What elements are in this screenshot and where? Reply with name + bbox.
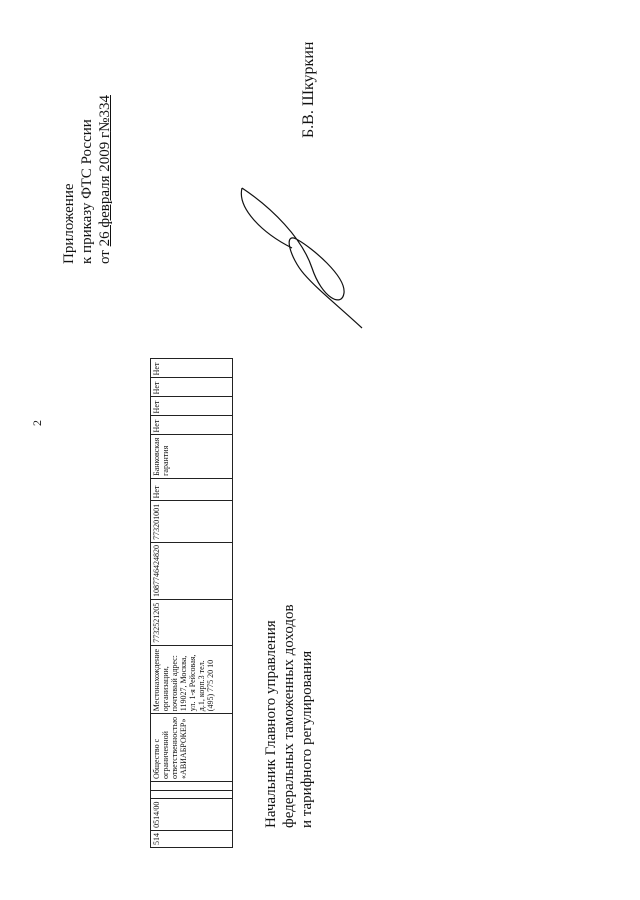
appendix-header bbox=[60, 95, 114, 264]
appendix-title: Приложение bbox=[61, 183, 77, 264]
cell-kpp: 773201001 bbox=[151, 501, 233, 542]
signatory-position bbox=[262, 604, 316, 828]
cell-no-5: Нет bbox=[151, 359, 233, 378]
order-reference: к приказу ФТС России bbox=[79, 119, 95, 264]
cell-number: 514 bbox=[151, 830, 233, 847]
cell-no-1: Нет bbox=[151, 478, 233, 501]
cell-organization: Общество с ограниченной ответственностью «АВИАБРОКЕР» bbox=[151, 714, 233, 782]
order-date-prefix: от bbox=[97, 246, 113, 264]
cell-no-4: Нет bbox=[151, 378, 233, 397]
register-table bbox=[150, 358, 233, 848]
register-table-wrapper bbox=[150, 358, 233, 848]
page-number: 2 bbox=[30, 420, 44, 426]
signatory-name: Б.В. Шкуркин bbox=[300, 41, 317, 138]
order-date: 26 февраля 2009 г bbox=[97, 131, 113, 247]
cell-empty-1 bbox=[151, 791, 233, 799]
cell-code: 0514/00 bbox=[151, 799, 233, 831]
order-number: №334 bbox=[97, 95, 113, 132]
cell-no-3: Нет bbox=[151, 397, 233, 416]
table-row bbox=[151, 359, 233, 848]
position-line-1: Начальник Главного управления bbox=[263, 620, 279, 828]
cell-empty-2 bbox=[151, 781, 233, 790]
order-date-line bbox=[96, 95, 114, 264]
cell-guarantee: Банковская гарантия bbox=[151, 435, 233, 478]
handwritten-signature bbox=[232, 178, 372, 338]
position-line-3: и тарифного регулирования bbox=[299, 650, 315, 828]
position-line-2: федеральных таможенных доходов bbox=[281, 604, 297, 828]
cell-no-2: Нет bbox=[151, 416, 233, 435]
cell-inn: 7732521205 bbox=[151, 599, 233, 645]
cell-address: Местонахождение организации, почтовый адрес: 119027, Москва, ул. 1-я Рейсовая, д.1, корп.3 тел. (495) 775 20 10 bbox=[151, 645, 233, 713]
cell-ogrn: 1087746424820 bbox=[151, 542, 233, 599]
